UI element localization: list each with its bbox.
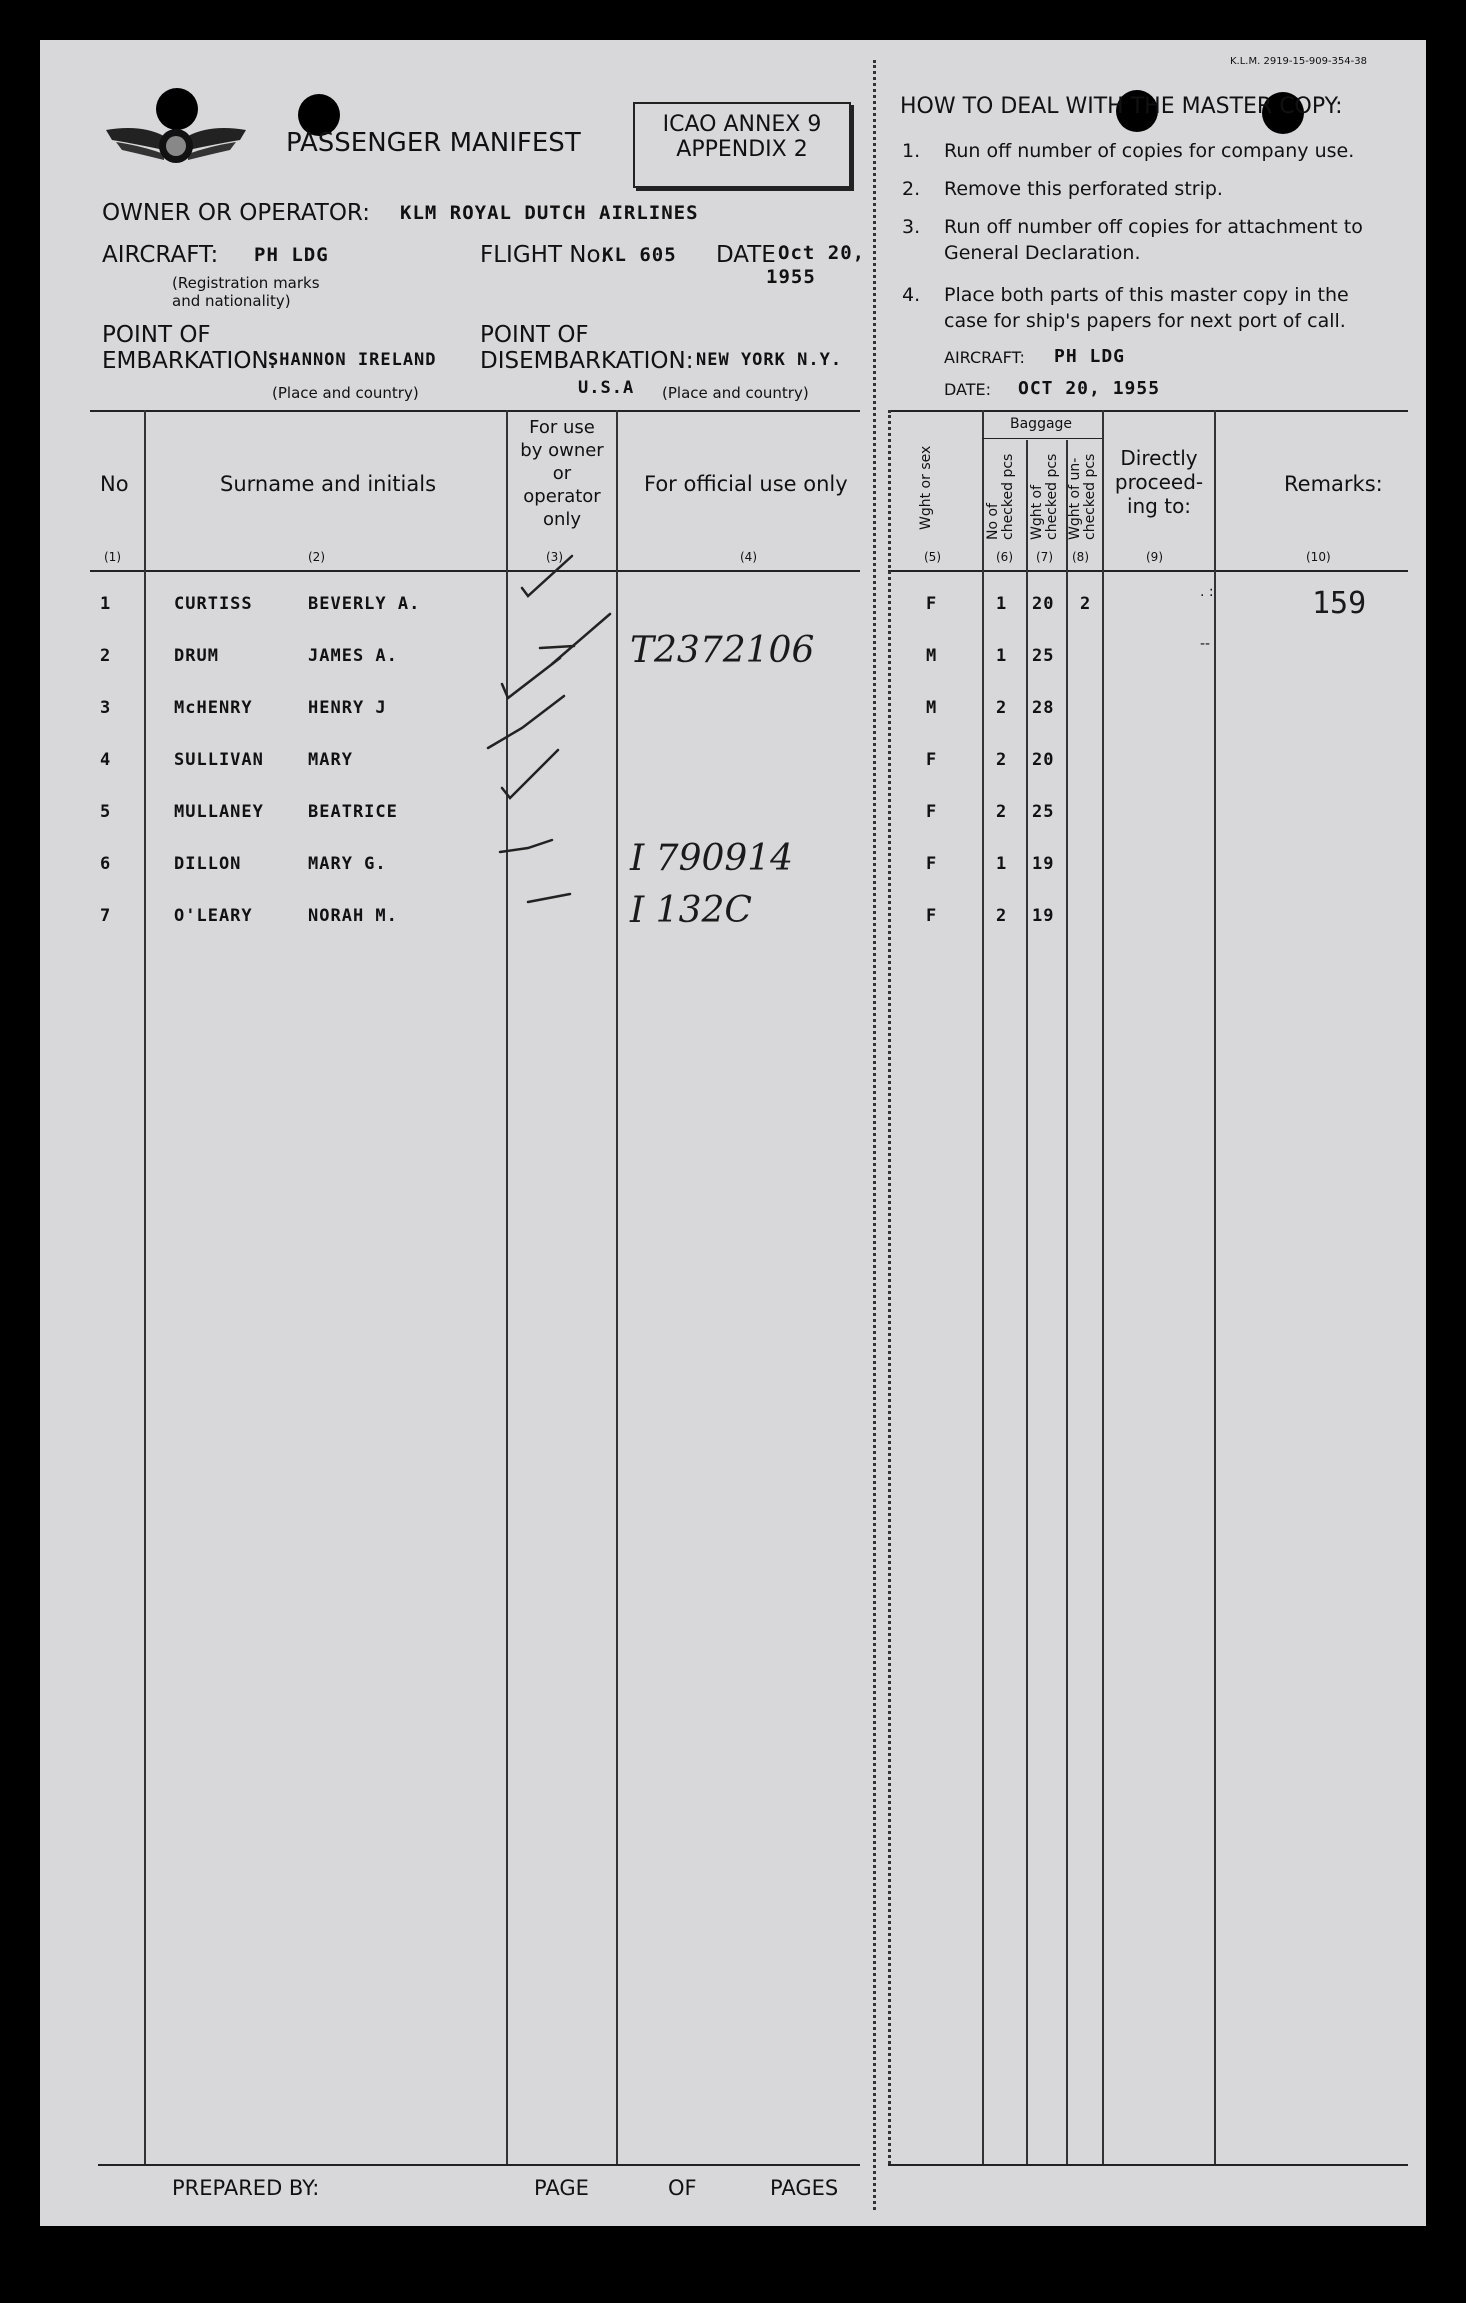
- table-top-rule: [90, 410, 860, 412]
- check-marks-handwritten: [460, 550, 680, 950]
- passenger-initials: BEVERLY A.: [308, 594, 421, 614]
- column-number: (8): [1072, 550, 1089, 564]
- checked-pieces: 1: [996, 594, 1008, 614]
- row-number: 3: [100, 698, 112, 718]
- instruction-number: 3.: [902, 216, 921, 238]
- col-directly: [1104, 446, 1214, 518]
- directly-proceeding: --: [1200, 636, 1211, 652]
- instructions-title: HOW TO DEAL WITH THE MASTER COPY:: [900, 94, 1343, 119]
- prepared-by-label: PREPARED BY:: [172, 2176, 320, 2200]
- instruction-number: 4.: [902, 284, 921, 306]
- column-number: (6): [996, 550, 1013, 564]
- col-directly-line: proceed-: [1114, 470, 1204, 494]
- checked-pieces: 1: [996, 646, 1008, 666]
- instruction-text: Place both parts of this master copy in the: [944, 284, 1349, 306]
- passenger-surname: MULLANEY: [174, 802, 264, 822]
- col-owner-use-line: or: [552, 463, 572, 484]
- disembark-note: (Place and country): [662, 384, 809, 402]
- disembark-country: U.S.A: [578, 378, 635, 398]
- table-row: [40, 740, 1426, 792]
- checked-pieces: 2: [996, 906, 1008, 926]
- passenger-initials: HENRY J: [308, 698, 387, 718]
- official-use-value: T2372106: [630, 630, 815, 671]
- table-top-rule: [888, 410, 1408, 412]
- embark-label: EMBARKATION:: [102, 348, 277, 374]
- aircraft-value: PH LDG: [254, 244, 329, 266]
- table-bottom-rule: [888, 2164, 1408, 2166]
- of-label: OF: [668, 2176, 697, 2200]
- instr-date-value: OCT 20, 1955: [1018, 378, 1161, 399]
- checked-weight: 19: [1032, 906, 1055, 926]
- passenger-initials: JAMES A.: [308, 646, 398, 666]
- row-number: 1: [100, 594, 112, 614]
- directly-proceeding: . :: [1200, 584, 1214, 600]
- official-use-value: I 132C: [630, 890, 752, 931]
- icao-box: [633, 102, 851, 188]
- disembark-label: POINT OF: [480, 322, 589, 348]
- flight-value: KL 605: [602, 244, 677, 266]
- row-number: 7: [100, 906, 112, 926]
- unchecked-weight: 2: [1080, 594, 1092, 614]
- instruction-text: Run off number of copies for company use.: [944, 140, 1355, 162]
- checked-pieces: 1: [996, 854, 1008, 874]
- checked-weight: 28: [1032, 698, 1055, 718]
- passenger-surname: DILLON: [174, 854, 242, 874]
- passenger-initials: BEATRICE: [308, 802, 398, 822]
- column-number: (5): [924, 550, 941, 564]
- table-row: [40, 792, 1426, 844]
- col-no-checked-line: checked pcs: [1000, 453, 1016, 540]
- form-code: K.L.M. 2919-15-909-354-38: [1230, 56, 1367, 67]
- column-number: (7): [1036, 550, 1053, 564]
- instr-aircraft-value: PH LDG: [1054, 346, 1126, 367]
- disembark-value: NEW YORK N.Y.: [696, 350, 843, 370]
- manifest-sheet: [40, 40, 1426, 2226]
- embark-value: SHANNON IRELAND: [268, 350, 437, 370]
- baggage-rule: [982, 438, 1102, 439]
- owner-value: KLM ROYAL DUTCH AIRLINES: [400, 202, 699, 224]
- col-no-checked-line: No of: [985, 503, 1001, 540]
- owner-label: OWNER OR OPERATOR:: [102, 200, 370, 226]
- checked-weight: 25: [1032, 646, 1055, 666]
- table-row: [40, 688, 1426, 740]
- col-wght-checked-line: checked pcs: [1044, 453, 1060, 540]
- passenger-sex: M: [926, 698, 938, 718]
- header-bottom-rule: [888, 570, 1408, 572]
- page-label: PAGE: [534, 2176, 589, 2200]
- column-number: (1): [104, 550, 121, 564]
- date-label: DATE: [716, 242, 776, 268]
- col-directly-line: Directly: [1120, 446, 1198, 470]
- embark-note: (Place and country): [272, 384, 419, 402]
- registration-note: and nationality): [172, 292, 291, 310]
- perforated-strip-line: [873, 60, 876, 2210]
- row-number: 4: [100, 750, 112, 770]
- passenger-sex: M: [926, 646, 938, 666]
- column-number: (2): [308, 550, 325, 564]
- registration-note: (Registration marks: [172, 274, 320, 292]
- aircraft-label: AIRCRAFT:: [102, 242, 219, 268]
- remarks-value: 159: [1312, 586, 1367, 621]
- instruction-text: Remove this perforated strip.: [944, 178, 1223, 200]
- col-no: No: [100, 472, 129, 496]
- col-owner-use-line: operator: [523, 486, 601, 507]
- row-number: 2: [100, 646, 112, 666]
- passenger-sex: F: [926, 854, 938, 874]
- column-number: (9): [1146, 550, 1163, 564]
- klm-wings-logo-icon: [106, 110, 246, 180]
- col-directly-line: ing to:: [1126, 494, 1192, 518]
- flight-label: FLIGHT No.: [480, 242, 608, 268]
- col-no-checked: [986, 454, 1016, 540]
- col-owner-use-line: For use: [529, 417, 595, 438]
- instruction-number: 1.: [902, 140, 921, 162]
- pages-label: PAGES: [770, 2176, 839, 2200]
- passenger-initials: MARY: [308, 750, 353, 770]
- checked-pieces: 2: [996, 750, 1008, 770]
- instruction-number: 2.: [902, 178, 921, 200]
- instruction-text: General Declaration.: [944, 242, 1141, 264]
- passenger-surname: SULLIVAN: [174, 750, 264, 770]
- col-wght-unchecked-line: checked pcs: [1082, 453, 1098, 540]
- passenger-initials: MARY G.: [308, 854, 387, 874]
- col-owner-use-line: only: [542, 509, 582, 530]
- passenger-surname: CURTISS: [174, 594, 253, 614]
- table-row: [40, 890, 1426, 948]
- row-number: 5: [100, 802, 112, 822]
- checked-weight: 20: [1032, 594, 1055, 614]
- passenger-sex: F: [926, 750, 938, 770]
- col-owner-use: [508, 416, 616, 531]
- passenger-sex: F: [926, 802, 938, 822]
- checked-weight: 25: [1032, 802, 1055, 822]
- passenger-sex: F: [926, 906, 938, 926]
- passenger-sex: F: [926, 594, 938, 614]
- col-official: For official use only: [644, 472, 848, 496]
- instruction-text: Run off number off copies for attachment to: [944, 216, 1363, 238]
- instr-aircraft-label: AIRCRAFT:: [944, 348, 1025, 367]
- official-use-value: I 790914: [630, 838, 794, 879]
- col-remarks: Remarks:: [1284, 472, 1383, 496]
- date-value: Oct 20,: [778, 242, 866, 264]
- date-year: 1955: [766, 266, 816, 288]
- form-title: PASSENGER MANIFEST: [286, 128, 581, 158]
- col-wght-unchecked-line: Wght of un-: [1067, 457, 1083, 540]
- passenger-initials: NORAH M.: [308, 906, 398, 926]
- table-row: [40, 838, 1426, 896]
- checked-weight: 20: [1032, 750, 1055, 770]
- col-wght-unchecked: [1068, 454, 1098, 540]
- embark-label: POINT OF: [102, 322, 211, 348]
- table-row: [40, 630, 1426, 688]
- column-number: (4): [740, 550, 757, 564]
- passenger-surname: O'LEARY: [174, 906, 253, 926]
- passenger-surname: DRUM: [174, 646, 219, 666]
- col-owner-use-line: by owner: [520, 440, 604, 461]
- icao-line-1: ICAO ANNEX 9: [662, 112, 822, 137]
- instruction-text: case for ship's papers for next port of call.: [944, 310, 1346, 332]
- col-wght-sex: Wght or sex: [918, 445, 934, 530]
- column-number: (10): [1306, 550, 1331, 564]
- checked-pieces: 2: [996, 698, 1008, 718]
- col-wght-checked: [1030, 454, 1060, 540]
- icao-line-2: APPENDIX 2: [676, 137, 808, 162]
- checked-weight: 19: [1032, 854, 1055, 874]
- col-baggage: Baggage: [1010, 416, 1073, 432]
- table-row: [40, 584, 1426, 636]
- col-wght-checked-line: Wght of: [1029, 484, 1045, 540]
- column-number: (3): [546, 550, 563, 564]
- disembark-label: DISEMBARKATION:: [480, 348, 694, 374]
- passenger-surname: McHENRY: [174, 698, 253, 718]
- row-number: 6: [100, 854, 112, 874]
- col-surname: Surname and initials: [220, 472, 437, 496]
- instr-date-label: DATE:: [944, 380, 992, 399]
- checked-pieces: 2: [996, 802, 1008, 822]
- table-bottom-rule: [98, 2164, 860, 2166]
